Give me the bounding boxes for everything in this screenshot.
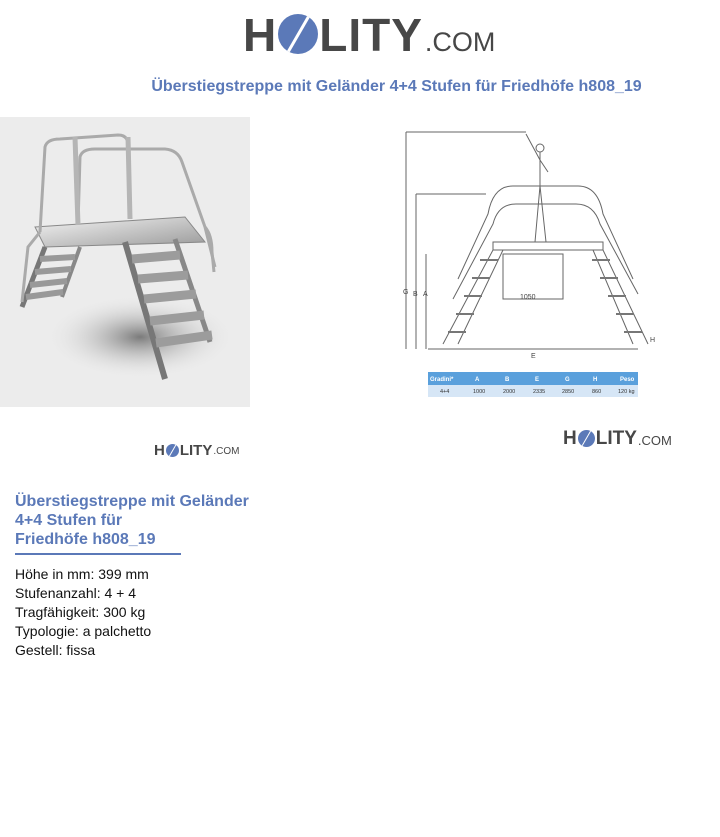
logo-o-icon — [166, 444, 179, 457]
heading-divider — [15, 553, 181, 555]
holity-logo[interactable] — [243, 9, 496, 61]
table-cell: 2335 — [533, 389, 546, 395]
product-heading-line: Überstiegstreppe mit Geländer — [15, 493, 249, 510]
table-header: A — [475, 377, 480, 383]
dim-h-label: H — [650, 337, 656, 344]
product-heading-line: Friedhöfe h808_19 — [15, 531, 156, 548]
product-heading-line: 4+4 Stufen für — [15, 512, 123, 529]
logo-o-icon — [278, 14, 318, 54]
table-header: H — [593, 377, 598, 383]
logo-domain-suffix: .COM — [637, 433, 672, 448]
spec-list — [15, 565, 151, 660]
table-header: B — [505, 377, 510, 383]
dim-g-label: G — [403, 289, 409, 296]
logo-letter-h: H — [563, 428, 577, 449]
spec-height: Höhe in mm: 399 mm — [15, 566, 149, 582]
table-header: Peso — [620, 377, 635, 383]
stair-dimension-drawing — [398, 124, 673, 404]
dim-a-label: A — [423, 291, 428, 298]
logo-letter-h: H — [243, 9, 278, 61]
table-cell: 120 kg — [618, 389, 635, 395]
technical-drawing[interactable] — [398, 124, 673, 404]
product-photo[interactable] — [0, 117, 250, 407]
logo-letters-lity: LITY — [179, 442, 213, 459]
spec-step-count: Stufenanzahl: 4 + 4 — [15, 585, 137, 601]
spec-frame: Gestell: fissa — [15, 642, 96, 658]
logo-letter-h: H — [154, 442, 165, 459]
logo-domain-suffix: .COM — [424, 27, 496, 57]
spec-load-capacity: Tragfähigkeit: 300 kg — [15, 604, 146, 620]
page-title: Überstiegstreppe mit Geländer 4+4 Stufen für Friedhöfe h808_19 — [151, 78, 642, 95]
logo-letters-lity: LITY — [595, 428, 637, 449]
dim-width-label: 1050 — [520, 294, 536, 301]
table-header: Gradini* — [430, 377, 454, 383]
dim-b-label: B — [413, 291, 418, 298]
table-cell: 4+4 — [440, 389, 450, 395]
product-heading — [15, 492, 265, 549]
table-header: G — [565, 377, 570, 383]
table-cell: 860 — [592, 389, 602, 395]
dim-e-label: E — [531, 353, 536, 360]
spec-typology: Typologie: a palchetto — [15, 623, 152, 639]
stair-photo-illustration — [0, 117, 250, 407]
holity-logo-small — [154, 443, 239, 458]
table-cell: 2850 — [562, 389, 575, 395]
table-cell: 1000 — [473, 389, 486, 395]
logo-letters-lity: LITY — [319, 9, 423, 61]
logo-domain-suffix: .COM — [213, 446, 240, 457]
holity-logo-small — [563, 429, 672, 448]
logo-o-icon — [578, 430, 595, 447]
table-cell: 2000 — [503, 389, 516, 395]
table-header: E — [535, 377, 540, 383]
